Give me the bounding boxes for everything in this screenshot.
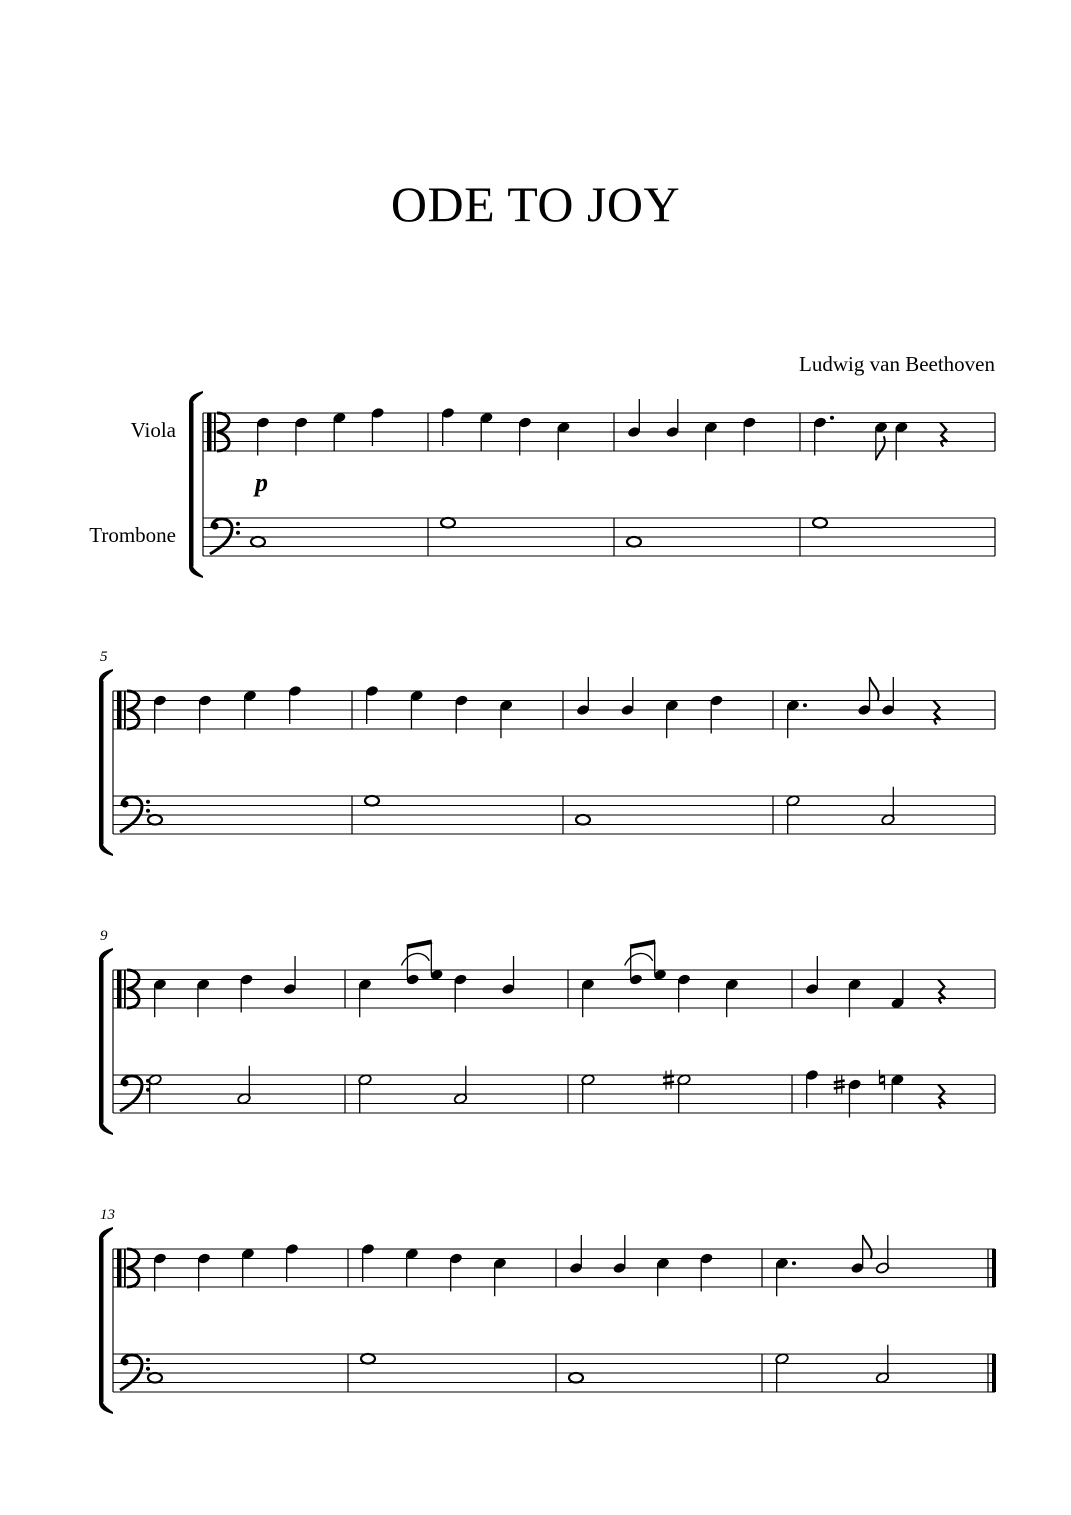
- note: [665, 399, 679, 438]
- note: [454, 694, 468, 733]
- note: [518, 416, 532, 455]
- bass-clef-icon: [210, 519, 240, 554]
- note: [576, 677, 590, 716]
- note: [663, 1070, 691, 1113]
- note: [775, 1257, 796, 1296]
- beam: [630, 942, 655, 947]
- note: [449, 1252, 463, 1291]
- note: [294, 416, 308, 455]
- note: [709, 694, 723, 733]
- note: [742, 416, 756, 455]
- quarter-rest-icon: [938, 980, 945, 1004]
- system-bracket: [189, 391, 203, 578]
- note: [441, 518, 455, 528]
- note: [501, 956, 515, 995]
- note: [569, 1235, 583, 1274]
- note: [243, 690, 257, 729]
- note: [620, 677, 634, 716]
- bass-clef-icon: [120, 797, 150, 832]
- note: [148, 815, 162, 825]
- slur: [401, 953, 429, 965]
- final-barline-thick: [992, 1249, 996, 1287]
- flag: [870, 677, 879, 701]
- note: [569, 1373, 583, 1383]
- flag: [863, 1235, 872, 1259]
- rest: [940, 423, 947, 447]
- rest: [934, 701, 941, 725]
- measure-number: 5: [100, 649, 108, 665]
- note: [153, 694, 167, 733]
- note: [196, 978, 210, 1017]
- note: [285, 1243, 299, 1282]
- note: [875, 1235, 889, 1274]
- note: [239, 973, 253, 1012]
- trombone-staff: [113, 796, 995, 834]
- note: [371, 407, 385, 446]
- note: [251, 537, 265, 547]
- note: [656, 1257, 670, 1296]
- final-barline-thick: [992, 1354, 996, 1392]
- note: [365, 796, 379, 806]
- quarter-rest-icon: [934, 701, 941, 725]
- note: [556, 421, 570, 460]
- composer-name: Ludwig van Beethoven: [799, 352, 995, 376]
- bass-clef-icon: [120, 1355, 150, 1390]
- note: [197, 1252, 211, 1291]
- note: [361, 1354, 375, 1364]
- note: [453, 973, 467, 1012]
- note: [241, 1248, 255, 1287]
- note: [612, 1235, 626, 1274]
- trombone-staff: [113, 1354, 995, 1392]
- note: [499, 699, 513, 738]
- note: [410, 690, 424, 729]
- note: [237, 1066, 251, 1105]
- measure-number: 9: [100, 928, 108, 944]
- note: [665, 699, 679, 738]
- dot: [792, 1261, 796, 1265]
- dot: [803, 703, 807, 707]
- dynamic-mark: p: [255, 468, 268, 497]
- note: [880, 1070, 905, 1113]
- note: [813, 416, 834, 456]
- note: [361, 1243, 375, 1282]
- note: [805, 1069, 819, 1108]
- note: [405, 1248, 419, 1287]
- note: [890, 970, 904, 1009]
- note: [441, 407, 455, 446]
- natural-icon: [880, 1070, 885, 1090]
- rest: [938, 980, 945, 1004]
- note: [627, 399, 641, 438]
- note: [786, 699, 807, 738]
- instrument-label-viola: Viola: [130, 418, 176, 442]
- quarter-rest-icon: [938, 1085, 945, 1109]
- slur: [625, 953, 653, 965]
- note: [881, 677, 895, 716]
- note: [775, 1353, 789, 1392]
- note: [581, 1074, 595, 1113]
- note: [813, 518, 827, 528]
- system-bracket: [99, 669, 113, 856]
- system-bracket: [99, 1227, 113, 1414]
- rest: [938, 1085, 945, 1109]
- note: [332, 412, 346, 451]
- note: [581, 978, 595, 1017]
- trombone-staff: [203, 518, 995, 556]
- note: [148, 1074, 162, 1113]
- system-bracket: [99, 948, 113, 1135]
- note: [358, 1074, 372, 1113]
- bass-clef-icon: [120, 1076, 150, 1111]
- note: [786, 795, 800, 834]
- beam: [407, 942, 432, 947]
- note: [153, 1252, 167, 1291]
- instrument-label-trombone: Trombone: [89, 523, 176, 547]
- note: [283, 956, 297, 995]
- note: [834, 1075, 862, 1118]
- note: [148, 1373, 162, 1383]
- note: [365, 685, 379, 724]
- flag: [876, 436, 885, 460]
- note: [153, 978, 167, 1017]
- note: [288, 685, 302, 724]
- note: [704, 421, 718, 460]
- note: [875, 1345, 889, 1384]
- quarter-rest-icon: [940, 423, 947, 447]
- note: [453, 1066, 467, 1105]
- note: [874, 421, 888, 460]
- note: [576, 815, 590, 825]
- note: [699, 1252, 713, 1291]
- note: [725, 978, 739, 1017]
- measure-number: 13: [100, 1207, 115, 1223]
- note: [805, 956, 819, 995]
- note: [848, 978, 862, 1017]
- note: [894, 421, 908, 460]
- score-title: ODE TO JOY: [390, 176, 681, 232]
- note: [493, 1257, 507, 1296]
- note: [627, 537, 641, 547]
- dot: [830, 416, 834, 420]
- sharp-icon: [663, 1070, 674, 1090]
- note: [677, 973, 691, 1012]
- note: [881, 787, 895, 826]
- note: [256, 416, 270, 455]
- note: [198, 694, 212, 733]
- note: [479, 412, 493, 451]
- note: [358, 978, 372, 1017]
